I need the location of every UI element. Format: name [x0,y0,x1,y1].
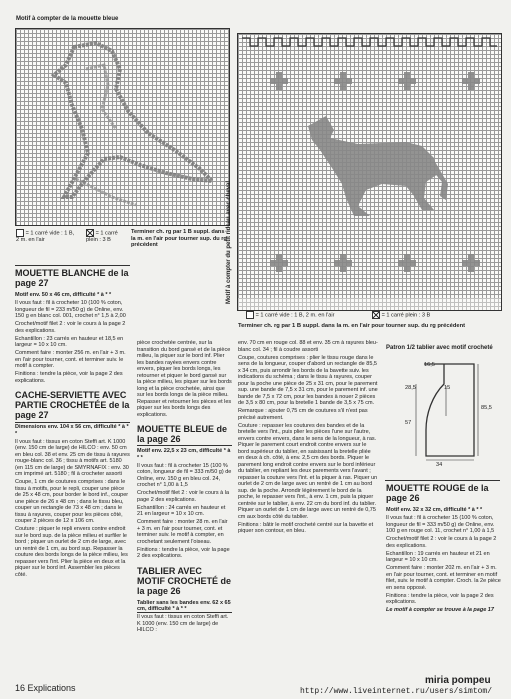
pattern-title: Patron 1/2 tablier avec motif crocheté [386,345,493,351]
author-watermark: miria pompeu [425,675,491,686]
full-square-icon [86,229,94,237]
seagull-motif [16,29,229,225]
curtain-chart-grid [237,33,502,311]
empty-square-icon [16,229,24,237]
bird-chart-caption: Motif à compter de la mouette bleue [16,16,119,22]
dimension-label: 34 [436,462,443,468]
dimension-label: 16,5 [424,362,435,368]
source-url[interactable]: http://www.liveinternet.ru/users/simtom/ [300,687,493,696]
section-heading: MOUETTE BLEUE de la page 26 [137,424,228,444]
dimension-label: 57 [405,420,412,426]
section-heading: CACHE-SERVIETTE AVEC PARTIE CROCHETÉE de la page 27 [15,390,130,420]
dimension-label: 15 [444,385,451,391]
bird-legend-full: = 1 carré plein : 3 B [86,230,118,244]
bird-finish-note: Terminer ch. rg par 1 B suppl. dans la m. en l'air pour tourner sup. du rg précédent [131,229,227,249]
dimension-label: 28,5 [405,385,416,391]
curtain-legend-full: = 1 carré plein : 3 B [372,311,472,319]
divider [15,265,130,266]
page-number: 16 Explications [15,683,76,693]
column-2: pièce crochetée centrée, sur la transition du bord gansé et de la pièce milieu, la piquer sur le bord inf. Plier les bandes rayées envers contre envers, piquer les bords longs, les retourner et piquer le bord gansé sur la pièce milieu, les piquer sur les bords long et la pièce crochetée, ainsi que sur les bords longs de la pièce milieu. Repasser et retourner les pièces et les piquer sur les bords longs des explications. MOUETTE BLEUE de la page 26 Motif env. 22,5 x 23 cm, difficulté * à * * Il vous faut : fil à crocheter 15 (100 % coton, longueur de fil = 333 m/50 g) de Online, env. 150 g en bleu col. 24, crochet n° 1,00 à 1,5 Crochet/motif filet 2 : voir le cours à la page 2 des explications. Echantillon : 24 carrés en hauteur et 21 en largeur = 10 x 10 cm. Comment faire : monter 28 m. en l'air + 3 m. en l'air pour tourner, cont. et terminer suiv. le motif à compter, en crochetant seulement l'oiseau. Finitions : tendre la pièce, voir la page 2 des explications. TABLIER AVEC MOTIF CROCHETÉ de la page 26 Tablier sans les bandes env. 62 x 65 cm, difficulté * à * * Il vous faut : tissus en coton Steffi art. K 1000 (env. 150 cm de large) de HILCO : [137,340,232,633]
curtain-finish-note: Terminer ch. rg par 1 B suppl. dans la m. en l'air pour tourner sup. du rg précédent [238,323,466,329]
column-3: env. 70 cm en rouge col. 88 et env. 35 cm à rayures bleu-blanc col. 34 ; fil à coudre assorti Coupe, coutures comprises : plier le tissu rouge dans le sens de la longueur, couper d'abord un rectangle de 85,5 x 34 cm, puis arrondir les bords de la bavette suiv. les indications du schéma ; dans le tissu à rayures, couper pour la poche une pièce de 25 x 31 cm, pour le parement sup. une bande de 7,5 x 31 cm, pour le parement inf. une bande de 7,5 x 72 cm, pour les bandes à nouer 2 pièces de 3,5 x 80 cm, pour la bretelle 1 bande de 3,5 x 75 cm. Remarque : ajouter 0,75 cm de coutures s'il n'est pas précisé autrement. Couture : repasser les coutures des bandes et de la bretelle vers l'int., puis plier les pièces l'une sur l'autre, envers contre envers, dans le sens de la longueur, à ras. Piquer le parement court endroit contre envers sur le bord supérieur du tablier, en saisissant la bretelle pliée en deux à ch. côté, à env. 2,5 cm des bords. Piquer le parement long endroit contre envers sur le bord inférieur du tablier, en repliant les deux parements vers l'avant ; repasser la couture vers l'int. et la piquer à ras. Piquer un ourlet de 2 cm de large avec un rentré de 1 cm au bord sup. de la poche. Arrondir légèrement le bord de la poche, le repasser vers l'int., à env. 1 cm, puis la piquer centrée sur le tablier, à env. 22 cm du bord inf. du tablier. Piquer un ourlet de 1 cm de large avec un rentré de 0,75 cm aux bords côté du tablier. Finitions : bâtir le motif crocheté centré sur la bavette et piquer son contour, en bleu. [238,340,378,534]
section-heading: MOUETTE ROUGE de la page 26 [386,483,489,503]
dimension-label: 85,5 [481,405,492,411]
section-heading: MOUETTE BLANCHE de la page 27 [15,268,129,288]
divider [385,480,500,481]
full-square-icon [372,311,380,319]
curtain-side-caption: Motif à compter du petit rideau avec cheval [226,180,232,304]
section-heading: TABLIER AVEC MOTIF CROCHETÉ de la page 26 [137,565,231,596]
bird-chart-grid [15,28,230,226]
bird-legend-empty: = 1 carré vide : 1 B, 2 m. en l'air [16,230,75,244]
empty-square-icon [246,311,254,319]
column-4: MOUETTE ROUGE de la page 26 Motif env. 32 x 32 cm, difficulté * à * * Il vous faut : fil à crocheter 15 (100 % coton, longueur de fil = 333 m/50 g) de Online, env. 100 g en rouge col. 11, crochet n° 1,00 à 1,5 Crochet/motif filet 2 : voir le cours à la page 2 des explications. Echantillon : 19 carrés en hauteur et 21 en largeur = 10 x 10 cm. Comment faire : monter 202 m. en l'air + 3 m. en l'air pour tourner, cont. et terminer en motif filet, suiv. le motif à compter. Croch. la 2e pièce en sens opposé. Finitions : tendre la pièce, voir la page 2 des explications. Le motif à compter se trouve à la page 17 [386,483,501,613]
horse-curtain-motif [238,34,501,310]
apron-pattern-diagram [386,356,501,474]
column-1: MOUETTE BLANCHE de la page 27 Motif env. 50 x 46 cm, difficulté * à * * Il vous faut : fil à crocheter 10 (100 % coton, longueur de fil = 233 m/50 g) de Online, env. 150 g en blanc col. 001, crochet n° 1,5 à 2,00 Crochet/motif filet 2 : voir le cours à la page 2 des explications. Echantillon : 23 carrés en hauteur et 18,5 en largeur = 10 x 10 cm. Comment faire : monter 256 m. en l'air + 3 m. en l'air pour tourner, cont. et terminer suiv. le motif à compter. Finitions : tendre la pièce, voir la page 2 des explications. CACHE-SERVIETTE AVEC PARTIE CROCHETÉE de la page 27 Dimensions env. 104 x 56 cm, difficulté * à * * Il vous faut : tissus en coton Steffi art. K 1000 (env. 150 cm de large) de HILCO : env. 50 cm en bleu col. 38 et env. 25 cm de tissu à rayures rouge-blanc col. 36 ; tissu à motifs art. 5180 (en 115 cm de large) de SMYRNAFIX : env. 30 cm imprimé art. 5180 ; fil à crocheter assorti Coupe, 1 cm de coutures comprises : dans le tissu à motifs, pour le repli, couper une pièce de 25 x 48 cm, pour border le bord inf., couper une pièce de 26 x 48 cm ; dans le tissu bleu, couper un rectangle de 73 x 48 cm ; dans le tissu à rayures, couper pour les pièces côté, couper 2 pièces de 12 x 106 cm. Couture : piquer le repli envers contre endroit sur le bord sup. de la pièce milieu et surfiler le bord ; piquer un ourlet de 2 cm de large, avec un rentré de 1 cm, au bord sup. Repasser la couture des bords longs de la pièce milieu, les repasser vers l'int. Plier la pièce en deux et la piquer sur le bord inf. Assembler les pièces côté. [15,268,130,578]
curtain-legend-empty: = 1 carré vide : 1 B, 2 m. en l'air [246,311,356,319]
